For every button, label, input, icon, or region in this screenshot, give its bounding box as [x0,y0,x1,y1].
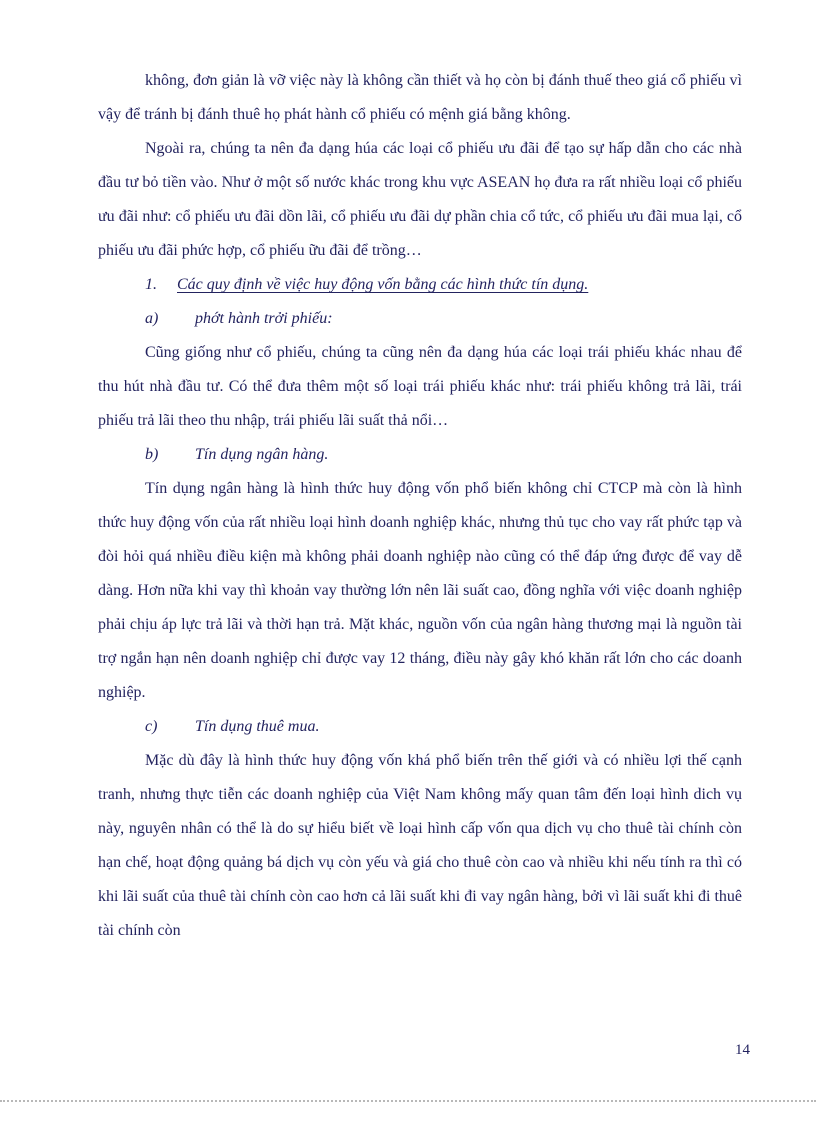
page-content [98,64,742,948]
paragraph-preferred-shares: Ngoài ra, chúng ta nên đa dạng húa các loại cổ phiếu ưu đãi để tạo sự hấp dẫn cho các nhà đầu tư bỏ tiền vào. Như ở một số nước khác trong khu vực ASEAN họ đưa ra rất nhiều loại cổ phiếu ưu đãi như: cổ phiếu ưu đãi dồn lãi, cổ phiếu ưu đãi dự phần chia cổ tức, cổ phiếu ưu đãi mua lại, cổ phiếu ưu đãi phức hợp, cổ phiếu ữu đãi để trồng… [98,140,742,259]
page-number: 14 [735,1042,750,1058]
paragraph-leasing: Mặc dù đây là hình thức huy động vốn khá phổ biến trên thế giới và có nhiều lợi thế cạnh tranh, nhưng thực tiễn các doanh nghiệp của Việt Nam không mấy quan tâm đến loại hình dich vụ này, nguyên nhân có thể là do sự hiểu biết về loại hình cấp vốn qua dịch vụ cho thuê tài chính còn hạn chế, hoạt động quảng bá dịch vụ còn yếu và giá cho thuê còn cao và nhiều khi nếu tính ra thì có khi lãi suất của thuê tài chính còn cao hơn cả lãi suất khi đi vay ngân hàng, bởi vì lãi suất khi đi thuê tài chính còn [98,752,742,939]
subitem-c [98,710,742,744]
section-heading [98,268,742,302]
subitem-b [98,438,742,472]
paragraph-bank-credit: Tín dụng ngân hàng là hình thức huy động vốn phổ biến không chỉ CTCP mà còn là hình thức huy động vốn của rất nhiều loại hình doanh nghiệp khác, nhưng thủ tục cho vay rất phức tạp và đòi hỏi quá nhiều điều kiện mà không phải doanh nghiệp nào cũng có thể đáp ứng được để vay dễ dàng. Hơn nữa khi vay thì khoản vay thường lớn nên lãi suất cao, đồng nghĩa với việc doanh nghiệp phải chịu áp lực trả lãi và thời hạn trả. Mặt khác, nguồn vốn của ngân hàng thương mại là nguồn tài trợ ngắn hạn nên doanh nghiệp chỉ được vay 12 tháng, điều này gây khó khăn rất lớn cho các doanh nghiệp. [98,480,742,701]
paragraph-continuation: không, đơn giản là vỡ việc này là không cần thiết và họ còn bị đánh thuế theo giá cổ phiếu vì vậy để tránh bị đánh thuê họ phát hành cổ phiếu có mệnh giá bằng không. [98,72,742,123]
subitem-c-text: Tín dụng thuê mua. [195,718,320,735]
subitem-b-text: Tín dụng ngân hàng. [195,446,329,463]
subitem-a-text: phớt hành trởi phiếu: [195,310,333,327]
subitem-a-label: a) [145,310,159,327]
heading-text: Các quy định về việc huy động vốn bằng các hình thức tín dụng. [177,276,589,293]
subitem-c-label: c) [145,718,158,735]
heading-number: 1. [145,276,157,293]
page-bottom-dotted-rule [0,1100,816,1102]
paragraph-bonds: Cũng giống như cổ phiếu, chúng ta cũng nên đa dạng húa các loại trái phiếu khác nhau để thu hút nhà đầu tư. Có thể đưa thêm một số loại trái phiếu khác như: trái phiếu không trả lãi, trái phiếu trả lãi theo thu nhập, trái phiếu lãi suất thả nổi… [98,344,742,429]
subitem-a [98,302,742,336]
subitem-b-label: b) [145,446,159,463]
